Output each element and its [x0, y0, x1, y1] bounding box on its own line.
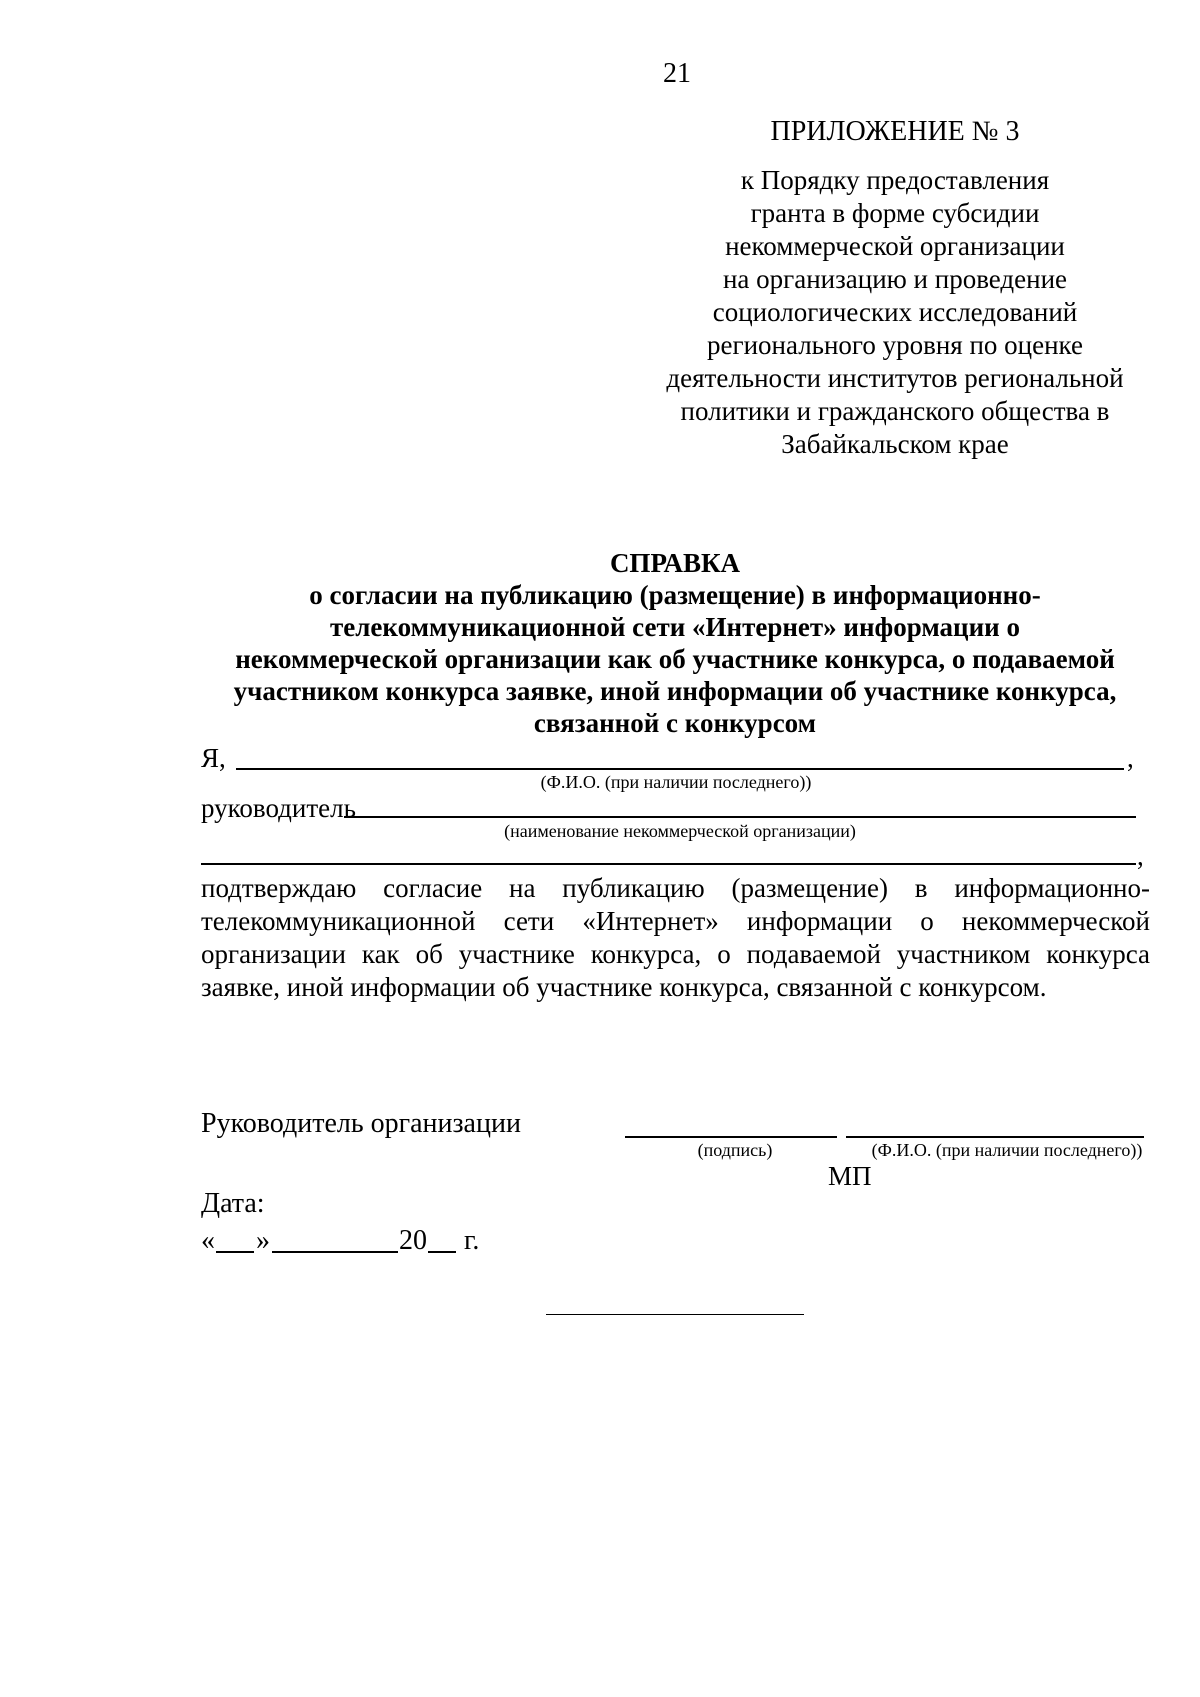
signature-caption: (подпись)	[697, 1140, 773, 1160]
appendix-line: политики и гражданского общества в	[680, 396, 1110, 426]
date-year-prefix: 20	[399, 1225, 427, 1256]
role-label: Руководитель организации	[201, 1108, 521, 1139]
title-line: участником конкурса заявке, иной информации об участнике конкурса,	[233, 676, 1117, 706]
appendix-line: некоммерческой организации	[725, 231, 1065, 261]
appendix-line: регионального уровня по оценке	[707, 330, 1083, 360]
date-year-suffix: г.	[464, 1225, 480, 1256]
head-label: руководитель	[201, 793, 356, 823]
appendix-line: Забайкальском крае	[781, 429, 1009, 459]
document-title	[180, 547, 1170, 739]
organization-field-line-2[interactable]	[201, 863, 1136, 865]
consent-statement: подтверждаю согласие на публикацию (размещение) в информационно-телекоммуникационной сети «Интернет» информации о некоммерческой организации как об участнике конкурса, о подаваемой участником конкурса заявке, иной информации об участнике конкурса, связанной с конкурсом.	[201, 873, 1150, 1002]
date-month-field-line[interactable]	[272, 1251, 398, 1253]
signature-field-line[interactable]	[625, 1136, 837, 1138]
fio-caption: (Ф.И.О. (при наличии последнего))	[540, 772, 812, 792]
stamp-label: МП	[828, 1161, 872, 1191]
fio-comma: ,	[1127, 743, 1134, 773]
appendix-line: к Порядку предоставления	[740, 165, 1050, 195]
date-year-field-line[interactable]	[428, 1251, 456, 1253]
date-open-quote: «	[201, 1225, 215, 1256]
page-number: 21	[663, 58, 691, 89]
title-line: некоммерческой организации как об участнике конкурса, о подаваемой	[235, 644, 1115, 674]
organization-field-line[interactable]	[344, 816, 1136, 818]
organization-comma: ,	[1137, 841, 1144, 871]
document-heading: СПРАВКА	[609, 548, 741, 578]
appendix-title: ПРИЛОЖЕНИЕ № 3	[770, 116, 1020, 147]
title-line: связанной с конкурсом	[533, 708, 817, 738]
signer-name-field-line[interactable]	[846, 1136, 1144, 1138]
i-label: Я,	[201, 743, 226, 773]
organization-caption: (наименование некоммерческой организации)	[504, 821, 856, 841]
closing-divider	[546, 1314, 804, 1315]
appendix-line: на организацию и проведение	[722, 264, 1068, 294]
title-line: о согласии на публикацию (размещение) в информационно-	[309, 580, 1041, 610]
appendix-line: деятельности институтов региональной	[666, 363, 1124, 393]
title-line: телекоммуникационной сети «Интернет» информации о	[330, 612, 1020, 642]
fio-field-line[interactable]	[236, 768, 1124, 770]
signer-name-caption: (Ф.И.О. (при наличии последнего))	[871, 1140, 1143, 1160]
date-day-field-line[interactable]	[216, 1251, 254, 1253]
date-label: Дата:	[201, 1188, 265, 1219]
appendix-reference	[640, 164, 1150, 461]
appendix-line: гранта в форме субсидии	[750, 198, 1040, 228]
appendix-line: социологических исследований	[712, 297, 1078, 327]
date-close-quote: »	[256, 1225, 270, 1256]
